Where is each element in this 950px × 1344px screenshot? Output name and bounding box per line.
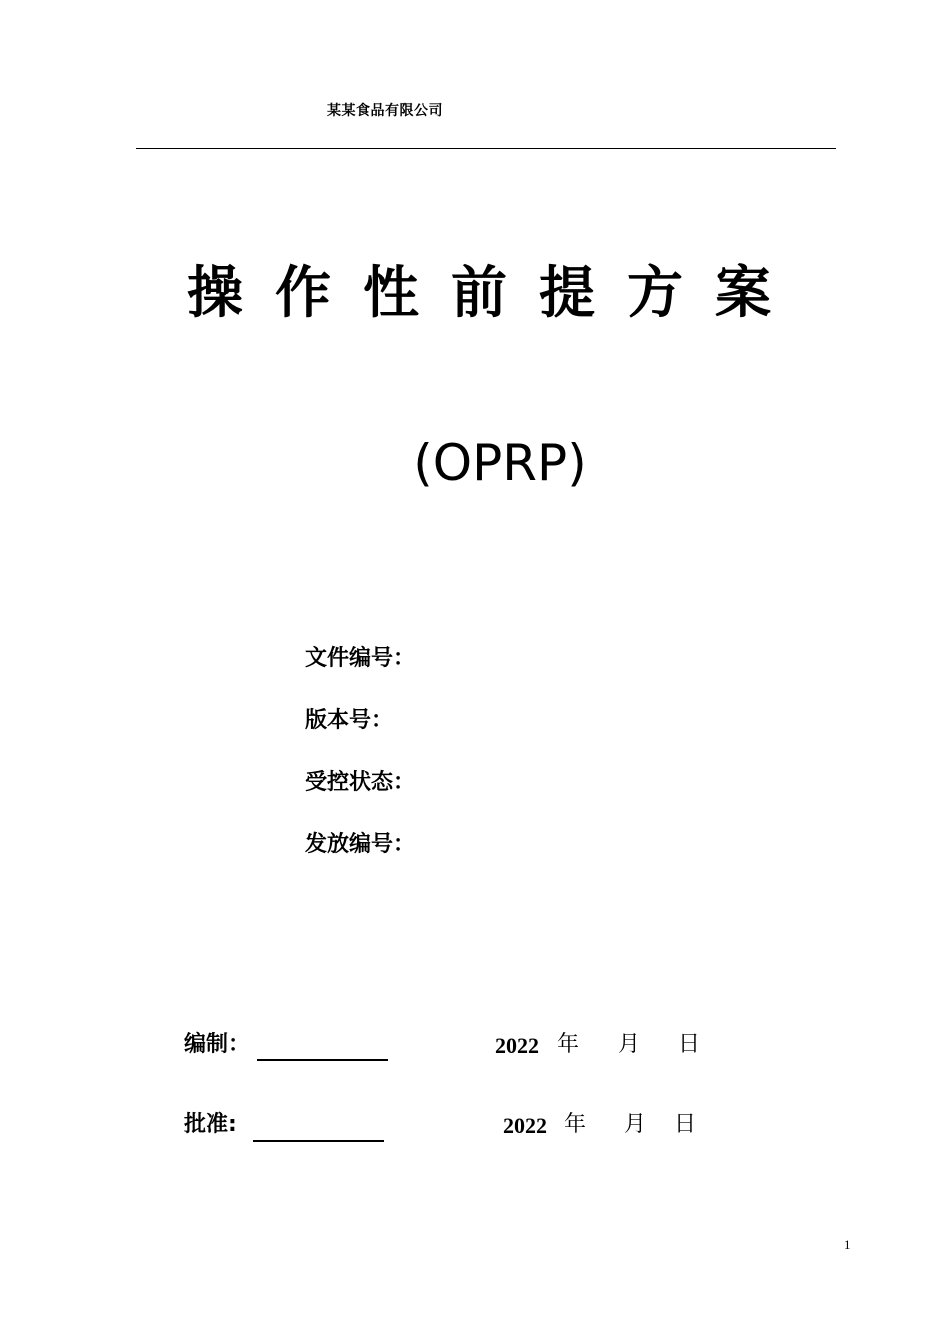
prepared-year-unit: 年 <box>557 1032 580 1057</box>
approved-day-unit: 日 <box>674 1112 697 1137</box>
document-title: 操作性前提方案 <box>187 261 803 326</box>
header-divider <box>136 148 836 149</box>
approved-by-label: 批准: <box>184 1112 237 1137</box>
version-label: 版本号： <box>305 708 394 733</box>
prepared-month-unit: 月 <box>618 1032 641 1057</box>
approved-year-unit: 年 <box>564 1112 587 1137</box>
company-name: 某某食品有限公司 <box>327 103 443 119</box>
approved-by-signature-line <box>253 1140 384 1142</box>
document-subtitle: (OPRP) <box>413 434 587 492</box>
page-number: 1 <box>844 1237 851 1252</box>
prepared-by-signature-line <box>257 1059 388 1061</box>
issue-number-label: 发放编号： <box>305 832 416 857</box>
prepared-year: 2022 <box>495 1033 539 1058</box>
approved-month-unit: 月 <box>624 1112 647 1137</box>
control-status-label: 受控状态： <box>305 770 416 795</box>
approved-year: 2022 <box>503 1113 547 1138</box>
file-number-label: 文件编号： <box>305 646 416 671</box>
prepared-by-label: 编制： <box>184 1032 251 1057</box>
prepared-day-unit: 日 <box>678 1032 701 1057</box>
